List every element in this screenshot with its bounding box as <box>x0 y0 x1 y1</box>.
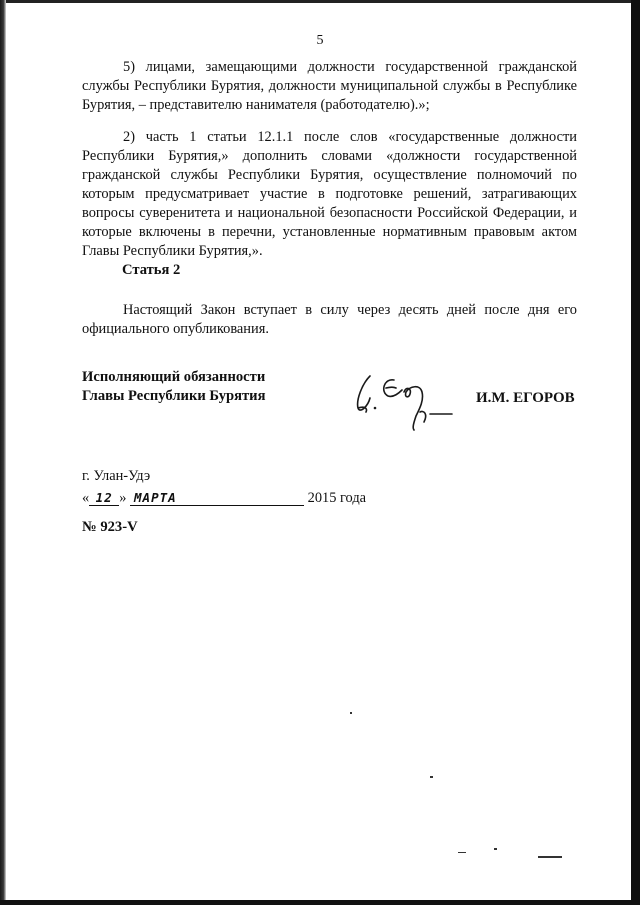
paragraph-part-2: 2) часть 1 статьи 12.1.1 после слов «государственные должности Республики Бурятия,» дополнить словами «должности государственной гражданской службы Республики Бурятия, осуществление полномочий по которым предусматривает участие в подготовке решений, затрагивающих вопросы суверенитета и национальной безопасности Российской Федерации, и которые включены в перечни, установленные нормативным правовым актом Главы Республики Бурятия,». <box>82 129 577 259</box>
scan-edge-top <box>0 0 640 3</box>
scan-edge-right <box>631 0 640 905</box>
handwritten-signature <box>340 362 470 434</box>
place-of-signing: г. Улан-Удэ <box>82 468 151 484</box>
signing-date <box>82 490 366 507</box>
date-year: 2015 года <box>307 490 367 506</box>
article-heading: Статья 2 <box>122 262 181 278</box>
date-quote-open: « <box>82 490 90 506</box>
scan-edge-left <box>0 0 6 905</box>
scan-speck <box>538 856 562 858</box>
scan-speck <box>350 712 352 714</box>
page-number: 5 <box>316 33 324 48</box>
paragraph-entry-into-force: Настоящий Закон вступает в силу через десять дней после дня его официального опубликования. <box>82 302 577 337</box>
scan-edge-bottom <box>0 900 640 905</box>
scan-speck <box>494 848 497 850</box>
law-number: № 923-V <box>82 519 138 535</box>
date-month-handwritten: МАРТА <box>130 490 304 506</box>
signatory-title-line-2: Главы Республики Бурятия <box>82 388 266 404</box>
scan-speck <box>458 852 466 853</box>
signatory-title <box>82 368 265 406</box>
date-quote-close: » <box>119 490 127 506</box>
signatory-title-line-1: Исполняющий обязанности <box>82 369 266 385</box>
date-day-handwritten: 12 <box>89 490 119 506</box>
signer-name: И.М. ЕГОРОВ <box>476 390 575 406</box>
scan-speck <box>430 776 433 778</box>
paragraph-item-5: 5) лицами, замещающими должности государственной гражданской службы Республики Бурятия, должности муниципальной службы в Республике Бурятия, – представителю нанимателя (работодателю).»; <box>82 59 577 113</box>
